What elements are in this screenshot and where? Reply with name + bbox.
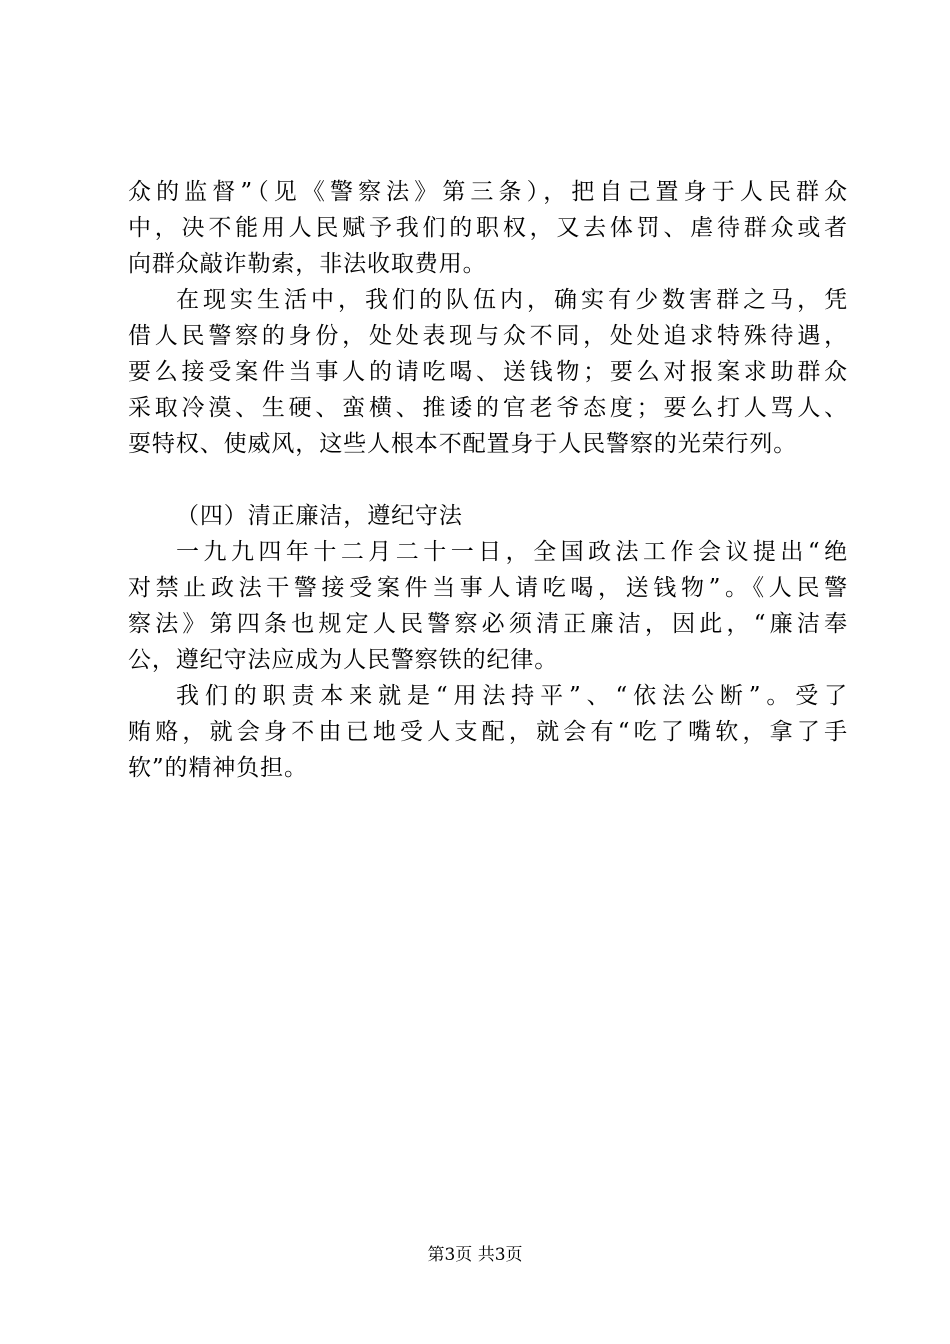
document-body [128, 174, 848, 786]
paragraph-3-line-2: 对禁止政法干警接受案件当事人请吃喝，送钱物”。《人民警 [128, 575, 848, 601]
paragraph-2-line-1: 在现实生活中，我们的队伍内，确实有少数害群之马，凭 [176, 287, 848, 313]
paragraph-3-line-1: 一九九四年十二月二十一日，全国政法工作会议提出“绝 [176, 539, 848, 565]
paragraph-4-line-3: 软”的精神负担。 [128, 755, 308, 781]
paragraph-4-line-2: 贿赂，就会身不由已地受人支配，就会有“吃了嘴软，拿了手 [128, 719, 848, 745]
paragraph-2-line-4: 采取冷漠、生硬、蛮横、推诿的官老爷态度；要么打人骂人、 [128, 395, 848, 421]
paragraph-1-line-1: 众的监督”（见《警察法》第三条），把自己置身于人民群众 [128, 179, 848, 205]
paragraph-2-line-5: 耍特权、使威风，这些人根本不配置身于人民警察的光荣行列。 [128, 431, 798, 457]
paragraph-3-line-3: 察法》第四条也规定人民警察必须清正廉洁，因此，“廉洁奉 [128, 611, 848, 637]
paragraph-1-line-2: 中，决不能用人民赋予我们的职权，又去体罚、虐待群众或者 [128, 215, 848, 241]
paragraph-3-line-4: 公，遵纪守法应成为人民警察铁的纪律。 [128, 647, 559, 673]
paragraph-4-line-1: 我们的职责本来就是“用法持平”、“依法公断”。受了 [176, 683, 848, 709]
paragraph-1-line-3: 向群众敲诈勒索，非法收取费用。 [128, 251, 487, 277]
paragraph-2-line-3: 要么接受案件当事人的请吃喝、送钱物；要么对报案求助群众 [128, 359, 848, 385]
section-heading: （四）清正廉洁，遵纪守法 [176, 503, 463, 529]
page-number-footer: 第3页 共3页 [427, 1245, 523, 1265]
paragraph-spacer [128, 462, 848, 498]
paragraph-2-line-2: 借人民警察的身份，处处表现与众不同，处处追求特殊待遇， [128, 323, 848, 349]
